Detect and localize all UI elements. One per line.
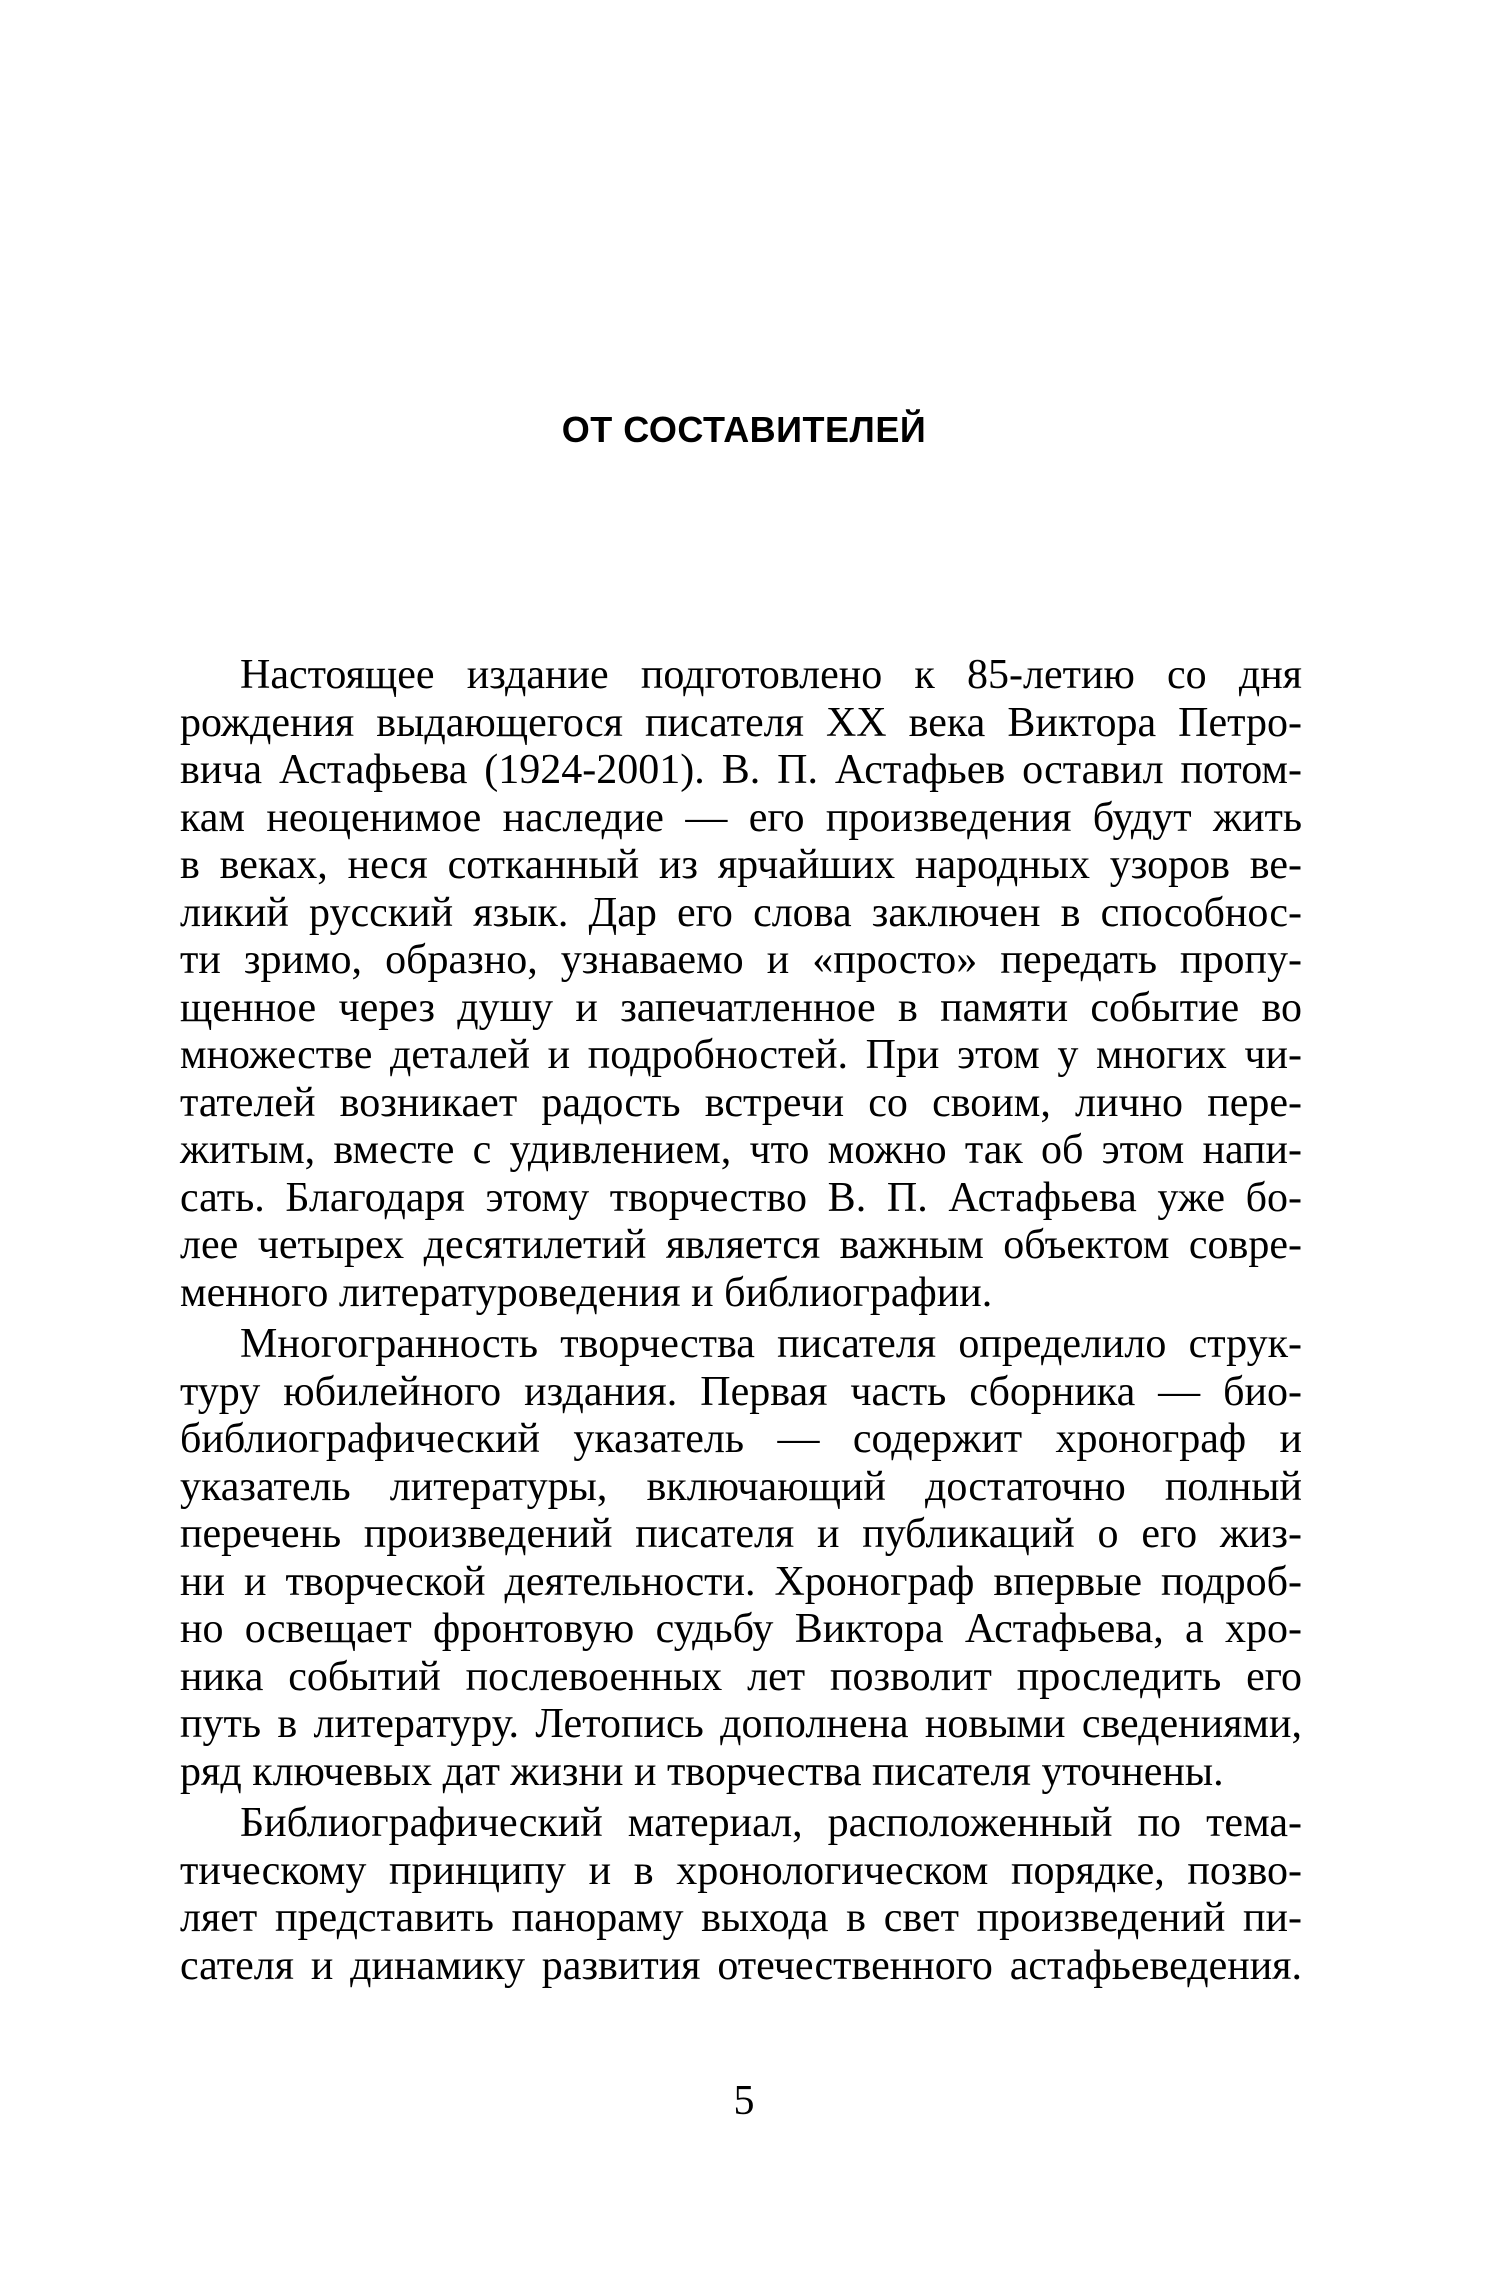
text-line: ти зримо, образно, узнаваемо и «просто» передать пропу- xyxy=(180,937,1302,983)
text-line: ни и творческой деятельности. Хронограф впервые подроб- xyxy=(180,1558,1302,1605)
text-line: рождения выдающегося писателя XX века Виктора Петро- xyxy=(180,699,1302,746)
text-line: сать. Благодаря этому творчество В. П. Астафьева уже бо- xyxy=(180,1174,1302,1221)
text-line: ляет представить панораму выхода в свет произведений пи- xyxy=(180,1895,1302,1941)
text-line: вича Астафьева (1924-2001). В. П. Астафьев оставил потом- xyxy=(180,747,1302,793)
text-line: ника событий послевоенных лет позволит проследить его xyxy=(180,1653,1302,1700)
text-line: в веках, неся сотканный из ярчайших народных узоров ве- xyxy=(180,842,1302,888)
text-line: Настоящее издание подготовлено к 85-летию со дня xyxy=(240,652,1302,698)
paragraph-1 xyxy=(180,652,1302,1317)
text-line: путь в литературу. Летопись дополнена новыми сведениями, xyxy=(180,1701,1302,1747)
text-line: щенное через душу и запечатленное в памяти событие во xyxy=(180,984,1302,1031)
text-line: указатель литературы, включающий достаточно полный xyxy=(180,1463,1302,1510)
text-line: перечень произведений писателя и публикаций о его жиз- xyxy=(180,1511,1302,1557)
text-line: лее четырех десятилетий является важным объектом совре- xyxy=(180,1222,1302,1268)
body-text xyxy=(180,652,1302,1990)
text-line: туру юбилейного издания. Первая часть сборника — био- xyxy=(180,1368,1302,1415)
text-line: сателя и динамику развития отечественного астафьеведения. xyxy=(180,1942,1302,1989)
text-line: Многогранность творчества писателя определило струк- xyxy=(240,1321,1302,1367)
paragraph-2 xyxy=(180,1321,1302,1796)
text-line: но освещает фронтовую судьбу Виктора Астафьева, а хро- xyxy=(180,1606,1302,1652)
text-line: ликий русский язык. Дар его слова заключен в способнос- xyxy=(180,889,1302,936)
text-line: Библиографический материал, расположенный по тема- xyxy=(240,1800,1302,1846)
text-line: ряд ключевых дат жизни и творчества писателя уточнены. xyxy=(180,1748,1224,1795)
text-line: тателей возникает радость встречи со своим, лично пере- xyxy=(180,1079,1302,1126)
text-line: житым, вместе с удивлением, что можно так об этом напи- xyxy=(180,1127,1302,1173)
page-number: 5 xyxy=(733,2078,755,2124)
text-line: тическому принципу и в хронологическом порядке, позво- xyxy=(180,1847,1302,1894)
text-line: менного литературоведения и библиографии. xyxy=(180,1269,993,1316)
text-line: множестве деталей и подробностей. При этом у многих чи- xyxy=(180,1032,1302,1078)
text-line: библиографический указатель — содержит хронограф и xyxy=(180,1416,1302,1462)
paragraph-3 xyxy=(180,1800,1302,1990)
section-heading: ОТ СОСТАВИТЕЛЕЙ xyxy=(561,409,927,450)
text-line: кам неоценимое наследие — его произведения будут жить xyxy=(180,794,1302,841)
